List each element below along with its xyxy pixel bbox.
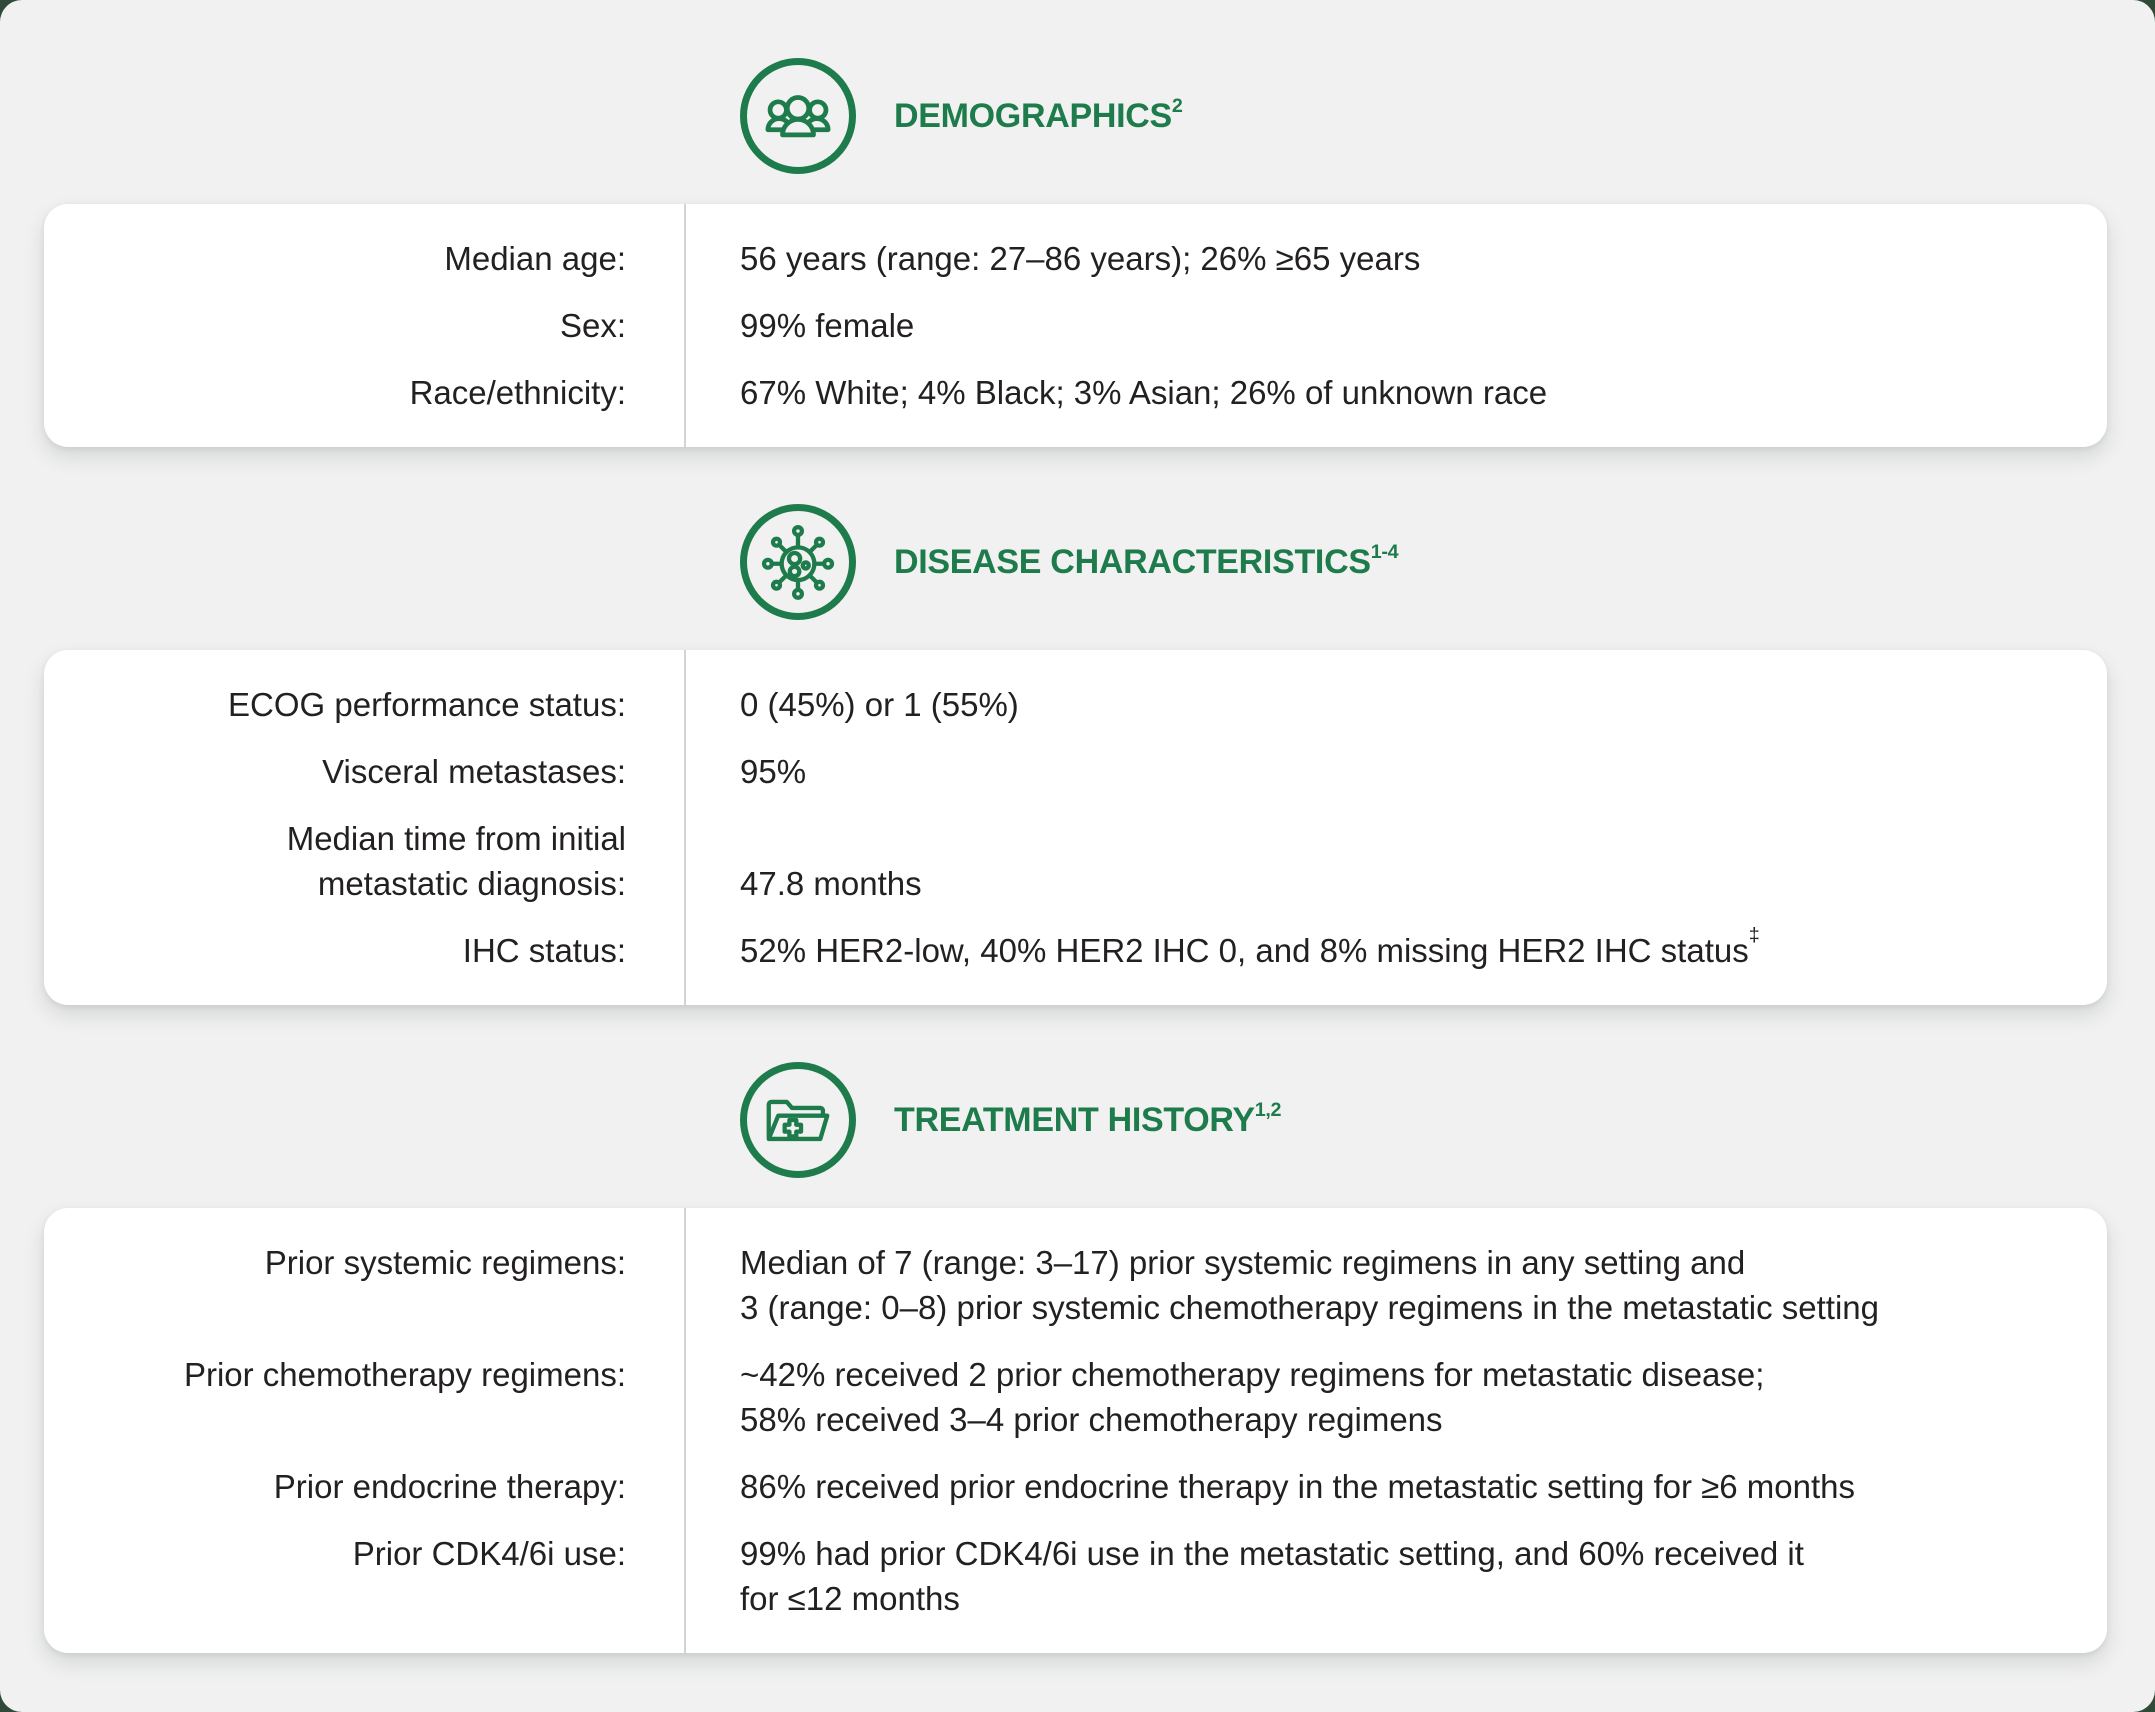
table-row bbox=[44, 1531, 2107, 1621]
title-superscript: 1,2 bbox=[1254, 1099, 1282, 1122]
table-row bbox=[44, 303, 2107, 348]
row-value: 52% HER2-low, 40% HER2 IHC 0, and 8% missing HER2 IHC status‡ bbox=[740, 924, 1760, 969]
row-label: Prior endocrine therapy: bbox=[273, 1468, 626, 1505]
section-title: TREATMENT HISTORY$^{1,2}$ bbox=[894, 1099, 1282, 1139]
row-value: 0 (45%) or 1 (55%) bbox=[740, 686, 1019, 723]
row-label: IHC status: bbox=[462, 932, 626, 969]
people-group-icon bbox=[740, 58, 856, 174]
card-divider bbox=[684, 1208, 686, 1653]
card-divider bbox=[684, 204, 686, 447]
medical-folder-icon bbox=[740, 1062, 856, 1178]
row-label: Sex: bbox=[559, 307, 626, 344]
row-value: 95% bbox=[740, 753, 807, 790]
row-label: ECOG performance status: bbox=[228, 686, 626, 723]
row-label: Prior systemic regimens: bbox=[264, 1244, 626, 1281]
row-label: Prior CDK4/6i use: bbox=[352, 1535, 626, 1572]
disease-characteristics-card bbox=[44, 650, 2107, 1005]
row-label: Median age: bbox=[444, 240, 626, 277]
section-header bbox=[740, 1062, 2155, 1178]
row-value: 47.8 months bbox=[740, 865, 922, 902]
section-disease-characteristics bbox=[0, 504, 2155, 1005]
row-label: Prior chemotherapy regimens: bbox=[183, 1356, 626, 1393]
section-header bbox=[740, 58, 2155, 174]
table-row bbox=[44, 370, 2107, 415]
table-row bbox=[44, 816, 2107, 906]
row-value: 99% had prior CDK4/6i use in the metastatic setting, and 60% received it for ≤12 months bbox=[740, 1535, 1804, 1617]
table-row bbox=[44, 1464, 2107, 1509]
table-row bbox=[44, 749, 2107, 794]
section-header bbox=[740, 504, 2155, 620]
demographics-card bbox=[44, 204, 2107, 447]
row-value: 56 years (range: 27–86 years); 26% ≥65 years bbox=[740, 240, 1421, 277]
section-title: DEMOGRAPHICS$^2$ bbox=[894, 95, 1183, 135]
table-row bbox=[44, 236, 2107, 281]
section-demographics bbox=[0, 58, 2155, 447]
title-superscript: 2 bbox=[1171, 95, 1183, 118]
row-label: Median time from initial metastatic diagnosis: bbox=[286, 820, 626, 902]
section-title: DISEASE CHARACTERISTICS$^{1-4}$ bbox=[894, 541, 1399, 581]
row-value: 67% White; 4% Black; 3% Asian; 26% of unknown race bbox=[740, 374, 1548, 411]
table-row bbox=[44, 924, 2107, 973]
row-label: Visceral metastases: bbox=[322, 753, 626, 790]
card-divider bbox=[684, 650, 686, 1005]
treatment-history-card bbox=[44, 1208, 2107, 1653]
title-superscript: 1-4 bbox=[1370, 541, 1399, 564]
cancer-cell-icon bbox=[740, 504, 856, 620]
row-value: ~42% received 2 prior chemotherapy regimens for metastatic disease; 58% received 3–4 prior chemotherapy regimens bbox=[740, 1356, 1765, 1438]
row-label: Race/ethnicity: bbox=[409, 374, 626, 411]
table-row bbox=[44, 682, 2107, 727]
row-value: Median of 7 (range: 3–17) prior systemic regimens in any setting and 3 (range: 0–8) prior systemic chemotherapy regimens in the metastatic setting bbox=[740, 1244, 1880, 1326]
table-row bbox=[44, 1352, 2107, 1442]
double-dagger-superscript: ‡ bbox=[1748, 924, 1760, 947]
row-value: 99% female bbox=[740, 307, 915, 344]
row-value: 86% received prior endocrine therapy in the metastatic setting for ≥6 months bbox=[740, 1468, 1856, 1505]
section-treatment-history bbox=[0, 1062, 2155, 1653]
table-row bbox=[44, 1240, 2107, 1330]
